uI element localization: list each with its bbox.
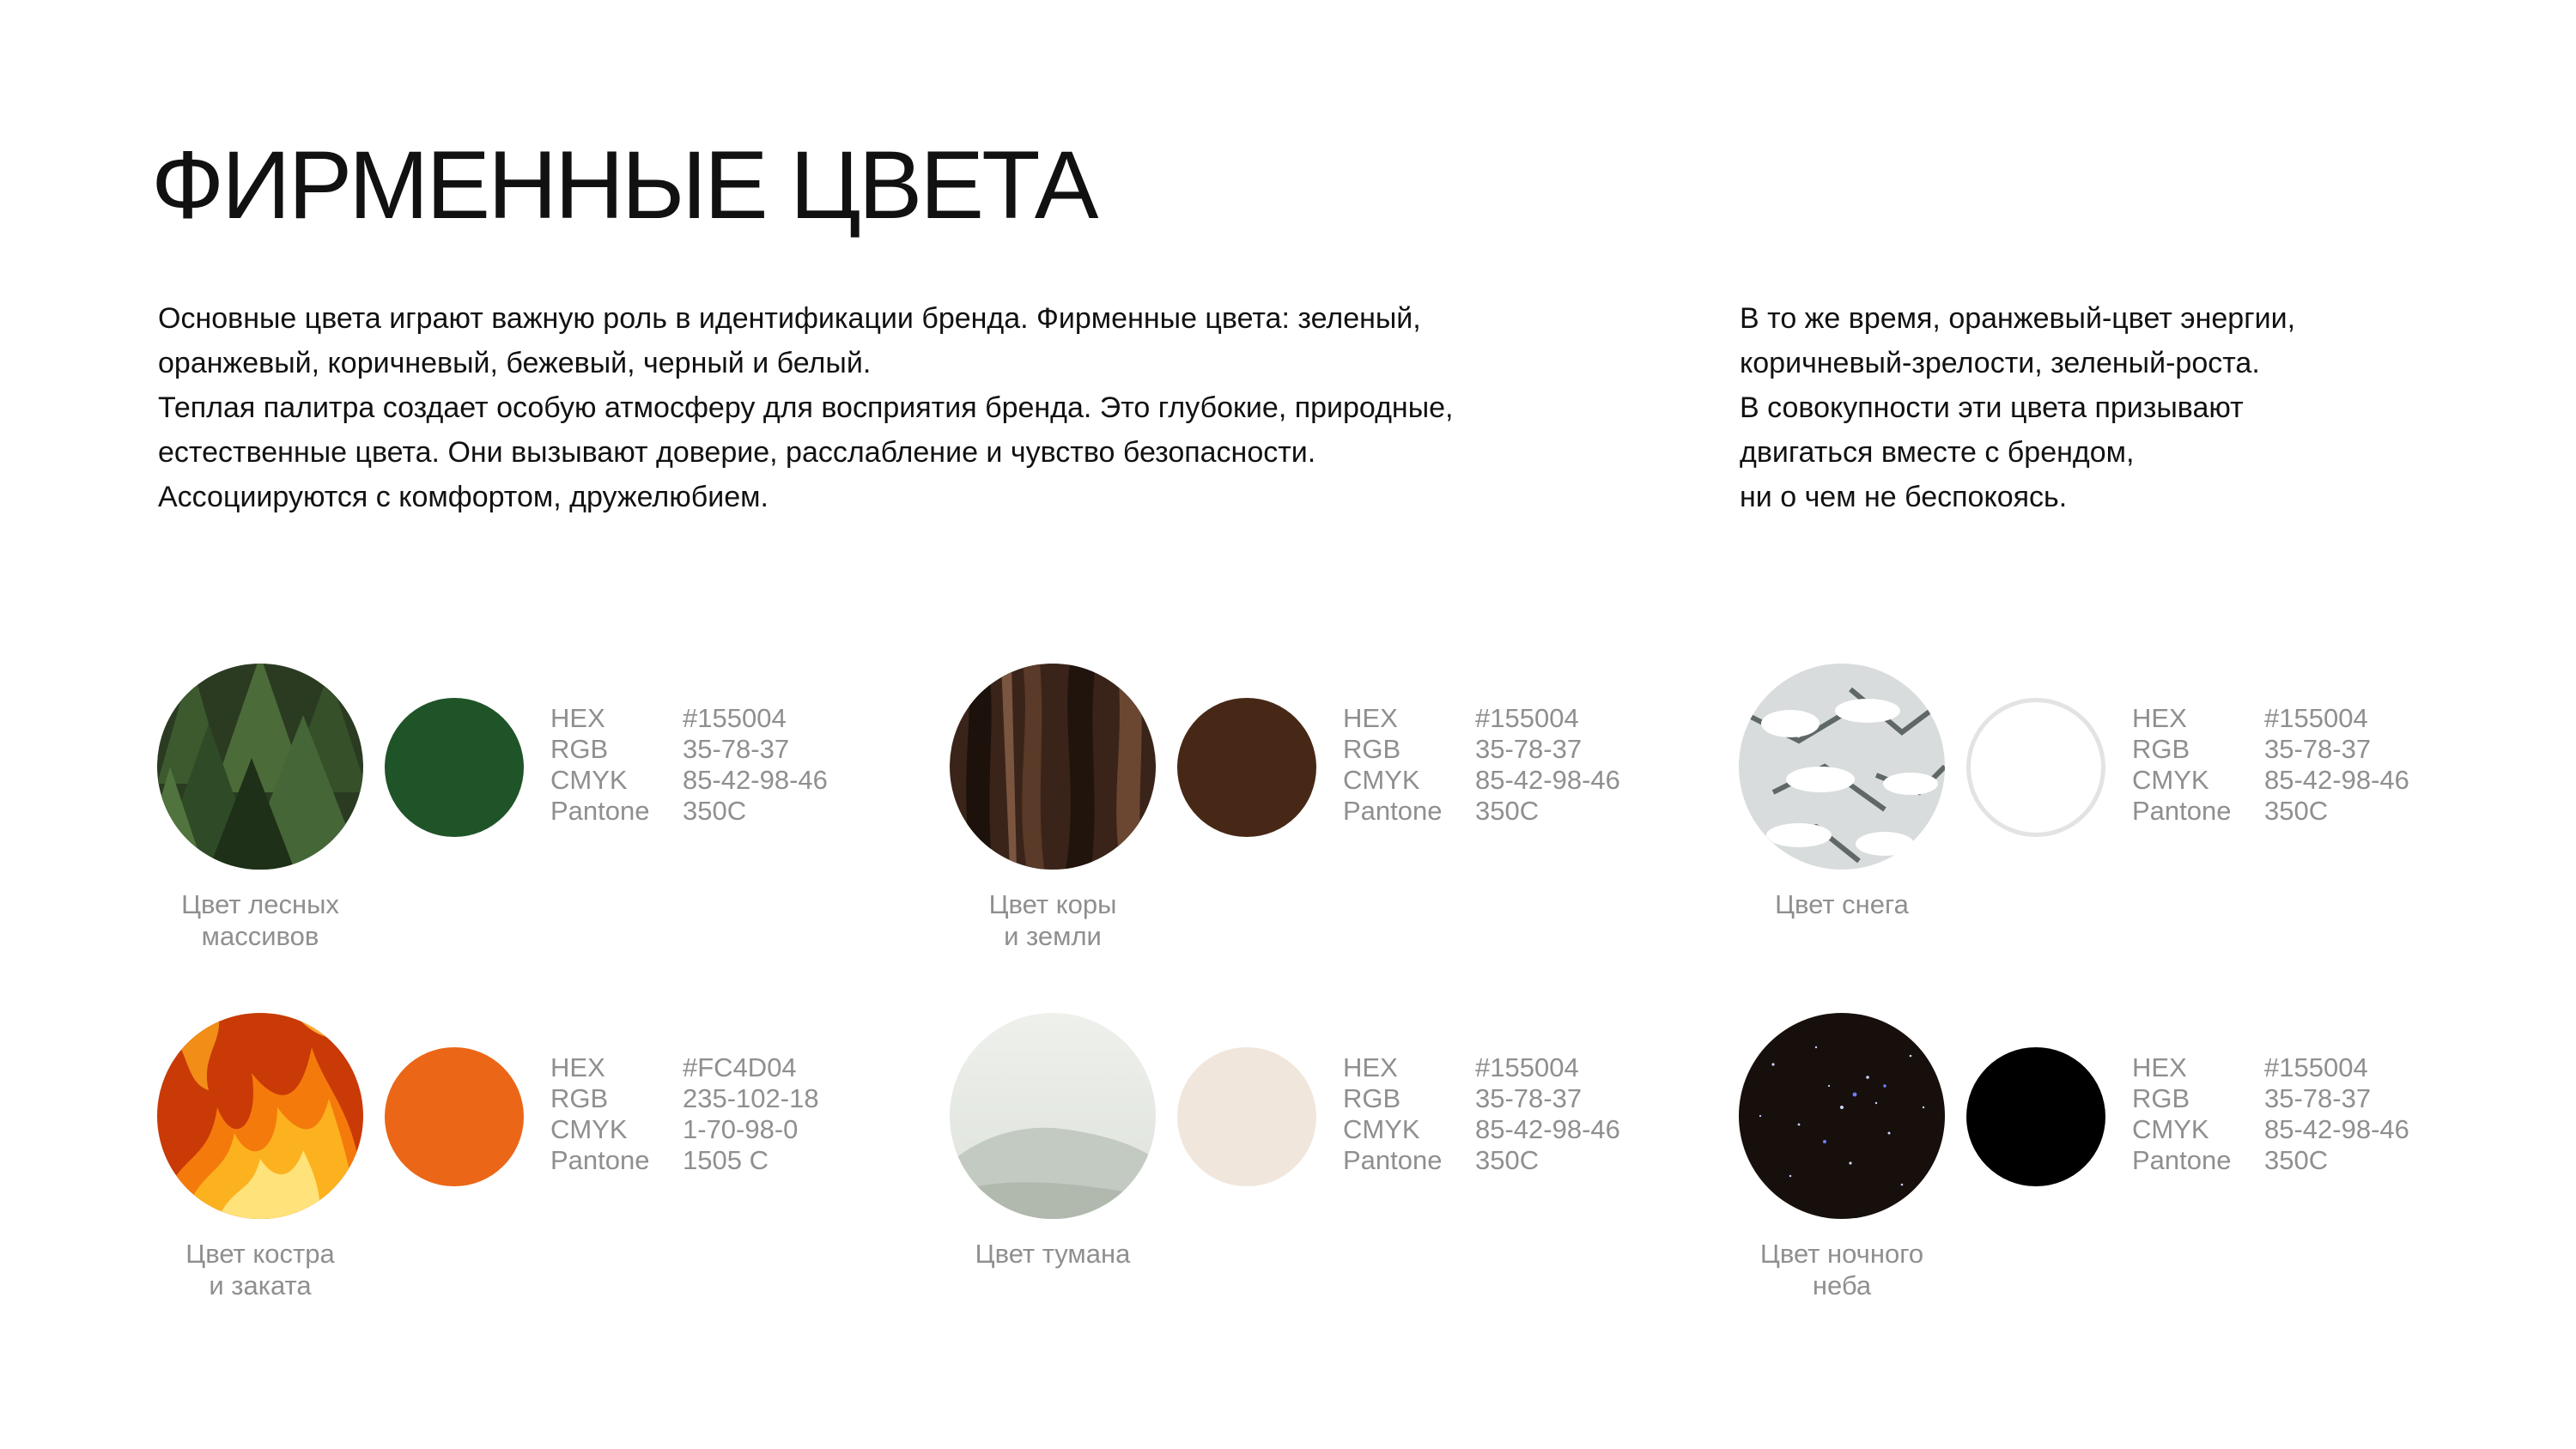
spec-label: HEX (2132, 1052, 2187, 1082)
bark-photo (950, 664, 1156, 870)
color-specs (2132, 703, 2409, 827)
color-caption (915, 888, 1190, 952)
cmyk-value: 85-42-98-46 (1475, 1114, 1620, 1144)
spec-label: Pantone (1343, 1145, 1443, 1175)
intro-line: Теплая палитра создает особую атмосферу для восприятия бренда. Это глубокие, природные, (158, 391, 1454, 424)
caption-line: Цвет тумана (975, 1239, 1131, 1269)
forest-swatch (385, 698, 524, 837)
color-specs (1343, 1052, 1620, 1176)
color-specs (1343, 703, 1620, 827)
spec-label: CMYK (2132, 1114, 2209, 1144)
spec-label: Pantone (550, 1145, 650, 1175)
color-specs (550, 1052, 819, 1176)
rgb-value: 35-78-37 (2264, 1083, 2372, 1113)
pantone-value: 350C (683, 796, 747, 826)
caption-line: Цвет лесных (181, 889, 339, 919)
color-caption (123, 888, 398, 952)
fog-photo (950, 1013, 1156, 1219)
spec-label: CMYK (550, 1114, 628, 1144)
color-caption (1704, 888, 1979, 920)
color-specs (2132, 1052, 2409, 1176)
cmyk-value: 1-70-98-0 (683, 1114, 799, 1144)
spec-label: RGB (2132, 734, 2190, 764)
spec-label: HEX (2132, 703, 2187, 733)
hex-value: #155004 (2264, 1052, 2368, 1082)
fire-swatch (385, 1047, 524, 1186)
cmyk-value: 85-42-98-46 (683, 765, 828, 795)
rgb-value: 35-78-37 (1475, 734, 1583, 764)
spec-label: Pantone (1343, 796, 1443, 826)
spec-label: HEX (550, 1052, 605, 1082)
color-caption (1704, 1238, 1979, 1301)
intro-line: Основные цвета играют важную роль в идентификации бренда. Фирменные цвета: зеленый, (158, 302, 1421, 335)
rgb-value: 35-78-37 (683, 734, 790, 764)
caption-line: Цвет ночного (1759, 1239, 1924, 1269)
caption-line: Цвет снега (1775, 889, 1909, 919)
spec-label: CMYK (1343, 765, 1420, 795)
caption-line: и земли (1004, 921, 1102, 951)
snow-photo (1739, 664, 1945, 870)
hex-value: #FC4D04 (683, 1052, 797, 1082)
cmyk-value: 85-42-98-46 (2264, 1114, 2409, 1144)
intro-line: В совокупности эти цвета призывают (1740, 391, 2244, 424)
color-entry-fog (950, 1013, 1688, 1339)
color-caption (123, 1238, 398, 1301)
spec-label: Pantone (2132, 1145, 2232, 1175)
spec-label: RGB (2132, 1083, 2190, 1113)
hex-value: #155004 (2264, 703, 2368, 733)
spec-label: RGB (550, 734, 609, 764)
color-caption (915, 1238, 1190, 1270)
caption-line: неба (1812, 1270, 1872, 1300)
intro-line: ни о чем не беспокоясь. (1740, 481, 2068, 513)
caption-line: и заката (209, 1270, 312, 1300)
pantone-value: 350C (1475, 796, 1540, 826)
spec-label: HEX (550, 703, 605, 733)
spec-label: CMYK (2132, 765, 2209, 795)
cmyk-value: 85-42-98-46 (1475, 765, 1620, 795)
night-swatch (1966, 1047, 2105, 1186)
color-specs (550, 703, 828, 827)
color-entry-night (1739, 1013, 2477, 1339)
intro-line: двигаться вместе с брендом, (1740, 436, 2135, 469)
intro-left-text (158, 296, 1454, 519)
caption-line: Цвет коры (988, 889, 1117, 919)
pantone-value: 1505 C (683, 1145, 769, 1175)
intro-line: коричневый-зрелости, зеленый-роста. (1740, 347, 2260, 379)
caption-line: Цвет костра (185, 1239, 335, 1269)
intro-line: естественные цвета. Они вызывают доверие, расслабление и чувство безопасности. (158, 436, 1316, 469)
pantone-value: 350C (2264, 796, 2329, 826)
hex-value: #155004 (1475, 703, 1579, 733)
fire-photo (157, 1013, 363, 1219)
night-sky-photo (1739, 1013, 1945, 1219)
forest-photo (157, 664, 363, 870)
spec-label: HEX (1343, 1052, 1398, 1082)
spec-label: Pantone (2132, 796, 2232, 826)
intro-line: Ассоциируются с комфортом, дружелюбием. (158, 481, 769, 513)
spec-label: RGB (550, 1083, 609, 1113)
rgb-value: 35-78-37 (1475, 1083, 1583, 1113)
color-entry-forest (157, 664, 896, 990)
spec-label: CMYK (550, 765, 628, 795)
spec-label: RGB (1343, 734, 1401, 764)
hex-value: #155004 (1475, 1052, 1579, 1082)
snow-swatch (1966, 698, 2105, 837)
spec-label: RGB (1343, 1083, 1401, 1113)
color-entry-snow (1739, 664, 2477, 990)
bark-swatch (1177, 698, 1316, 837)
spec-label: Pantone (550, 796, 650, 826)
pantone-value: 350C (1475, 1145, 1540, 1175)
fog-swatch (1177, 1047, 1316, 1186)
cmyk-value: 85-42-98-46 (2264, 765, 2409, 795)
spec-label: HEX (1343, 703, 1398, 733)
pantone-value: 350C (2264, 1145, 2329, 1175)
rgb-value: 235-102-18 (683, 1083, 819, 1113)
color-entry-bark (950, 664, 1688, 990)
intro-line: В то же время, оранжевый-цвет энергии, (1740, 302, 2296, 335)
caption-line: массивов (201, 921, 319, 951)
rgb-value: 35-78-37 (2264, 734, 2372, 764)
intro-right-text (1740, 296, 2295, 519)
hex-value: #155004 (683, 703, 787, 733)
spec-label: CMYK (1343, 1114, 1420, 1144)
color-entry-fire (157, 1013, 896, 1339)
page-title: ФИРМЕННЫЕ ЦВЕТА (151, 131, 1097, 239)
intro-line: оранжевый, коричневый, бежевый, черный и белый. (158, 347, 872, 379)
